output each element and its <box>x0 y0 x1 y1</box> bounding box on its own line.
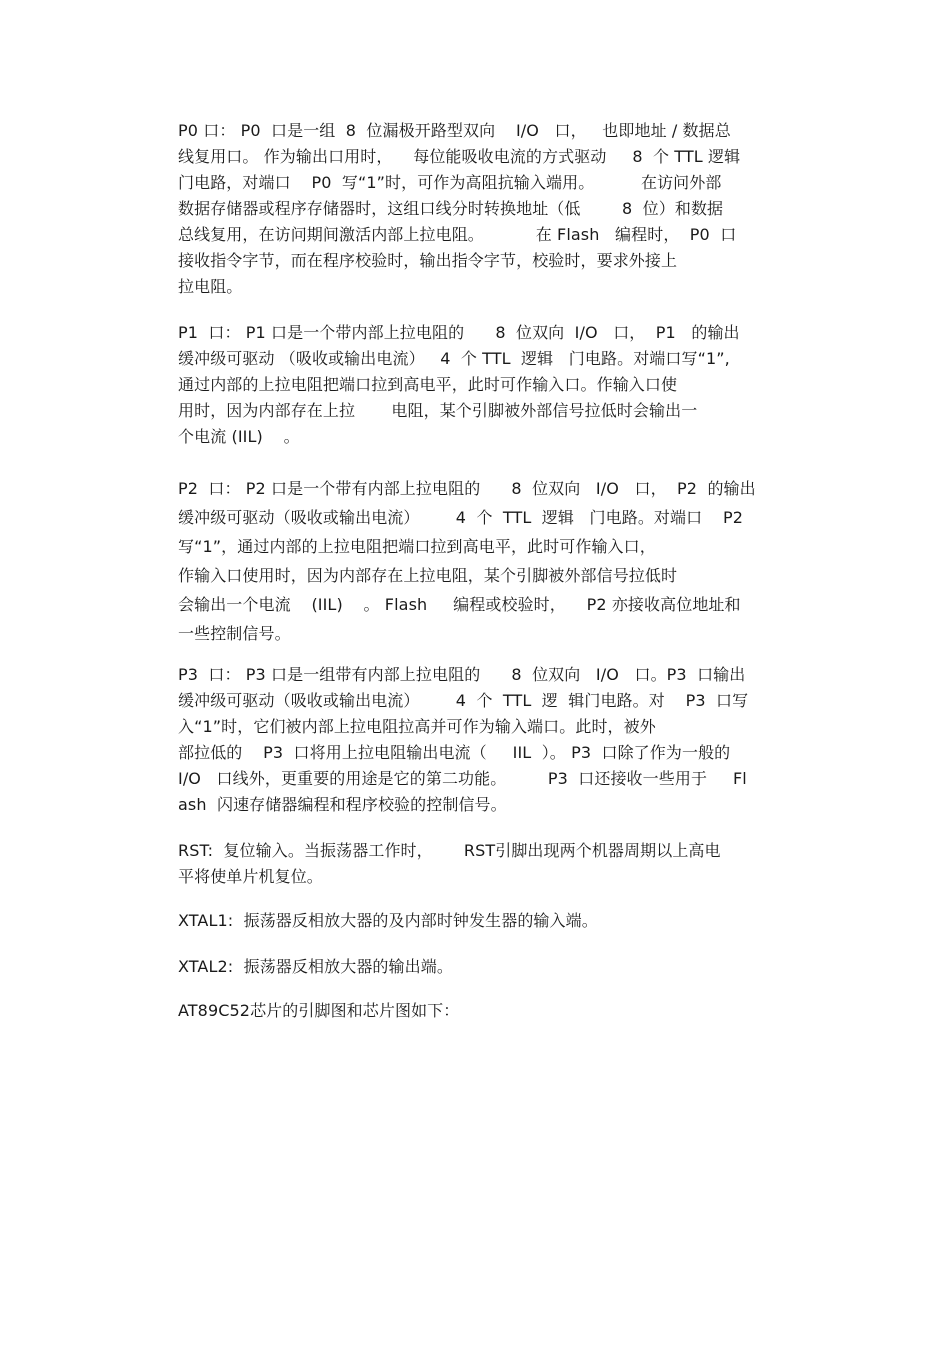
text-line: 缓冲级可驱动 （吸收或输出电流） 4 个 TTL 逻辑 门电路。对端口写“1”, <box>178 349 730 368</box>
paragraph-p1-port <box>178 320 808 450</box>
text-line: 会输出一个电流 (IIL) 。 Flash 编程或校验时， P2 亦接收高位地址和 <box>178 595 741 614</box>
text-line: 总线复用，在访问期间激活内部上拉电阻。 在 Flash 编程时， P0 口 <box>178 225 737 244</box>
text-line: P1 口： P1 口是一个带内部上拉电阻的 8 位双向 I/O 口， P1 的输出 <box>178 323 740 342</box>
paragraph-xtal2 <box>178 954 808 980</box>
paragraph-xtal1 <box>178 908 808 934</box>
text-line: 接收指令字节，而在程序校验时，输出指令字节，校验时，要求外接上 <box>178 251 678 270</box>
text-line: 线复用口。 作为输出口用时， 每位能吸收电流的方式驱动 8 个 TTL 逻辑 <box>178 147 741 166</box>
text-line: 部拉低的 P3 口将用上拉电阻输出电流（ IIL ）。 P3 口除了作为一般的 <box>178 743 731 762</box>
text-line: 一些控制信号。 <box>178 624 291 643</box>
text-line: XTAL1: 振荡器反相放大器的及内部时钟发生器的输入端。 <box>178 911 598 930</box>
text-line: XTAL2: 振荡器反相放大器的输出端。 <box>178 957 453 976</box>
text-line: P3 口： P3 口是一组带有内部上拉电阻的 8 位双向 I/O 口。P3 口输出 <box>178 665 746 684</box>
text-line: 用时，因为内部存在上拉 电阻，某个引脚被外部信号拉低时会输出一 <box>178 401 698 420</box>
text-line: 通过内部的上拉电阻把端口拉到高电平，此时可作输入口。作输入口使 <box>178 375 678 394</box>
text-line: 缓冲级可驱动（吸收或输出电流） 4 个 TTL 逻辑 门电路。对端口 P2 <box>178 508 744 527</box>
text-line: 个电流 (IIL) 。 <box>178 427 300 446</box>
text-line: 入“1”时，它们被内部上拉电阻拉高并可作为输入端口。此时，被外 <box>178 717 656 736</box>
text-line: 拉电阻。 <box>178 277 243 296</box>
text-line: 写“1”，通过内部的上拉电阻把端口拉到高电平，此时可作输入口， <box>178 537 656 556</box>
text-line: 平将使单片机复位。 <box>178 867 323 886</box>
paragraph-at89c52-intro <box>178 998 808 1024</box>
text-line: I/O 口线外，更重要的用途是它的第二功能。 P3 口还接收一些用于 Fl <box>178 769 747 788</box>
paragraph-p0-port <box>178 118 808 300</box>
text-line: 缓冲级可驱动（吸收或输出电流） 4 个 TTL 逻 辑门电路。对 P3 口写 <box>178 691 749 710</box>
text-line: P2 口： P2 口是一个带有内部上拉电阻的 8 位双向 I/O 口， P2 的输出 <box>178 479 756 498</box>
text-line: 数据存储器或程序存储器时，这组口线分时转换地址（低 8 位）和数据 <box>178 199 724 218</box>
text-line: 门电路，对端口 P0 写“1”时，可作为高阻抗输入端用。 在访问外部 <box>178 173 722 192</box>
paragraph-p3-port <box>178 662 808 818</box>
text-line: RST: 复位输入。当振荡器工作时， RST引脚出现两个机器周期以上高电 <box>178 841 721 860</box>
paragraph-p2-port <box>178 474 808 648</box>
text-line: ash 闪速存储器编程和程序校验的控制信号。 <box>178 795 507 814</box>
paragraph-rst <box>178 838 808 890</box>
text-line: 作输入口使用时，因为内部存在上拉电阻，某个引脚被外部信号拉低时 <box>178 566 678 585</box>
text-line: P0 口： P0 口是一组 8 位漏极开路型双向 I/O 口， 也即地址 / 数据总 <box>178 121 731 140</box>
text-line: AT89C52芯片的引脚图和芯片图如下： <box>178 1001 460 1020</box>
